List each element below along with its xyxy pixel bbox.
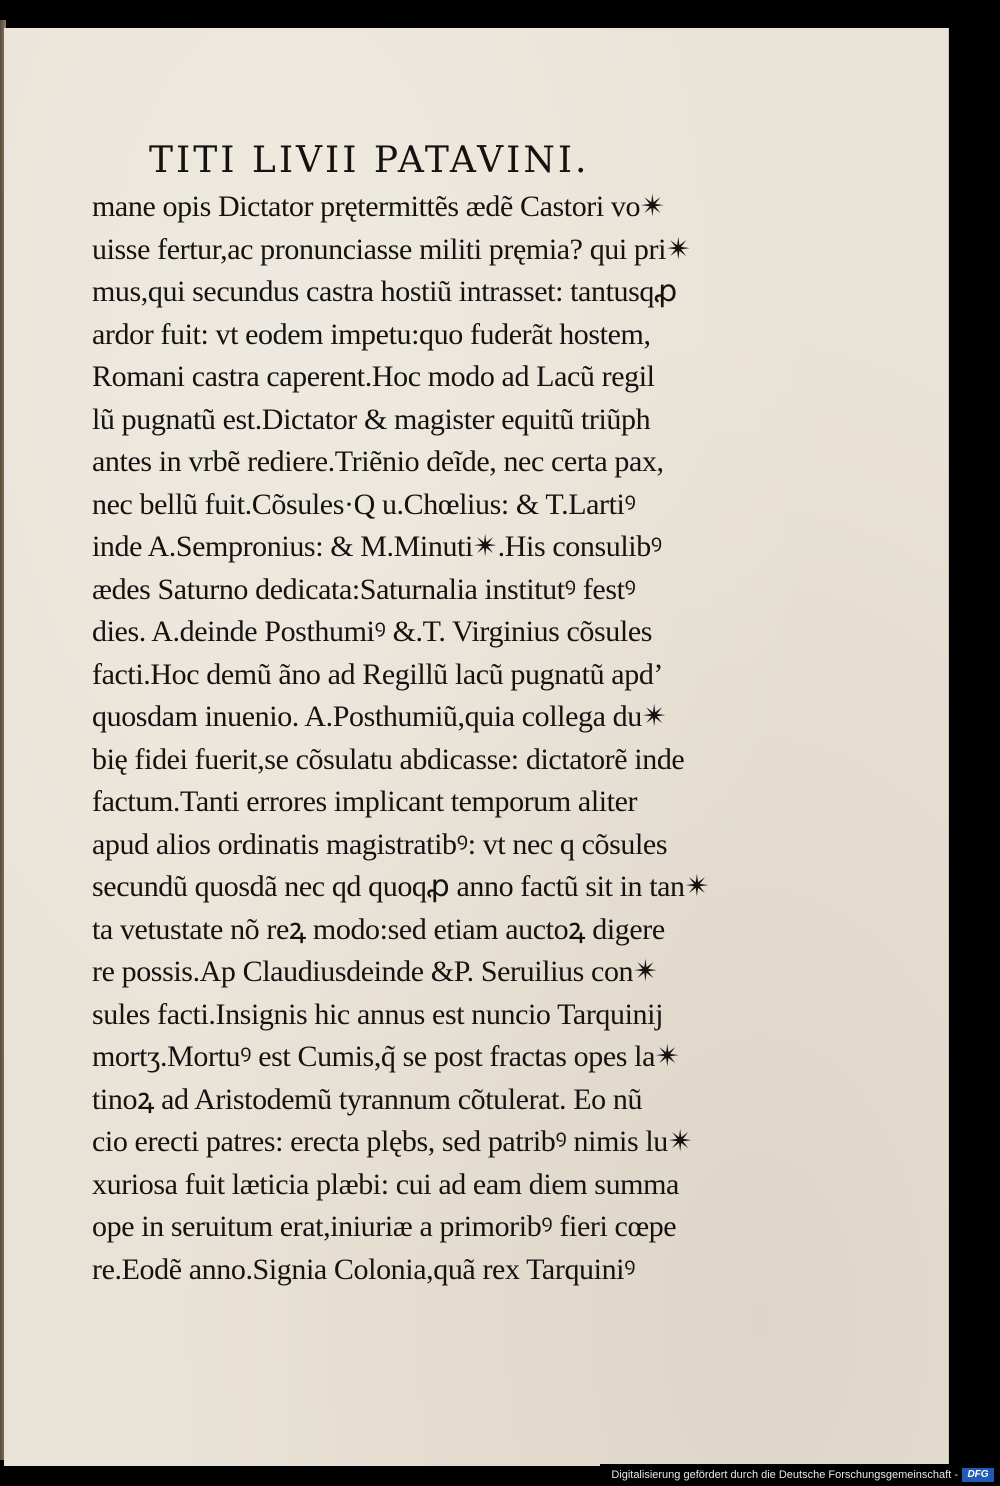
text-line: ardor fuit: vt eodem impetu:quo fuderãt hostem, [92, 317, 651, 351]
text-line: Romani castra caperent.Hoc modo ad Lacũ regil [92, 360, 655, 393]
text-line: ædes Saturno dedicata:Saturnalia institutꝰ festꝰ [92, 572, 636, 606]
text-line: inde A.Sempronius: & M.Minuti✴.His consulibꝰ [92, 530, 662, 563]
text-line: facti.Hoc demũ ãno ad Regillũ lacũ pugnatũ apd’ [92, 657, 664, 691]
book-page [4, 28, 949, 1466]
text-line: xuriosa fuit læticia plæbi: cui ad eam diem summa [92, 1167, 679, 1201]
text-line: apud alios ordinatis magistratibꝰ: vt nec q cõsules [92, 827, 668, 861]
text-line: mus,qui secundus castra hostiũ intrasset: tantusqꝓ [92, 275, 677, 308]
text-line: dies. A.deinde Posthumiꝰ &.T. Virginius cõsules [92, 615, 653, 648]
text-line: quosdam inuenio. A.Posthumiũ,quia collega du✴ [92, 700, 667, 733]
text-line: re.Eodẽ anno.Signia Colonia,quã rex Tarquiniꝰ [92, 1252, 636, 1286]
text-line: ope in seruitum erat,iniuriæ a primoribꝰ fieri cœpe [92, 1210, 677, 1243]
text-line: tinoꝝ ad Aristodemũ tyrannum cõtulerat. Eo nũ [92, 1082, 643, 1116]
text-line: nec bellũ fuit.Cõsules·Q u.Chœlius: & T.Lartiꝰ [92, 487, 636, 521]
text-line: mortʒ.Mortuꝰ est Cumis,q̃ se post fractas opes la✴ [92, 1040, 680, 1073]
text-line: ta vetustate nõ reꝝ modo:sed etiam auctoꝝ digere [92, 912, 665, 946]
text-line: antes in vrbẽ rediere.Triẽnio deĩde, nec certa pax, [92, 445, 664, 478]
text-line: lũ pugnatũ est.Dictator & magister equitũ triũph [92, 402, 651, 436]
text-line: bię fidei fuerit,se cõsulatu abdicasse: dictatorẽ inde [92, 742, 685, 776]
text-line: factum.Tanti errores implicant temporum aliter [92, 785, 638, 818]
text-line: sules facti.Insignis hic annus est nuncio Tarquinij [92, 997, 664, 1031]
text-line: re possis.Ap Claudiusdeinde &P. Seruilius con✴ [92, 955, 658, 988]
footer-bar [600, 1464, 1000, 1486]
text-line: cio erecti patres: erecta plębs, sed patribꝰ nimis lu✴ [92, 1125, 693, 1158]
dfg-logo: DFG [962, 1468, 994, 1482]
text-block [92, 186, 732, 1326]
text-line: uisse fertur,ac pronunciasse militi pręmia? qui pri✴ [92, 232, 691, 266]
text-line: secundũ quosdã nec qd quoqꝓ anno factũ sit in tan✴ [92, 870, 710, 903]
footer-credit: Digitalisierung gefördert durch die Deutsche Forschungsgemeinschaft - [611, 1469, 958, 1481]
text-line: mane opis Dictator prętermittẽs ædẽ Castori vo✴ [92, 190, 665, 223]
running-head: TITI LIVII PATAVINI. [149, 140, 590, 181]
